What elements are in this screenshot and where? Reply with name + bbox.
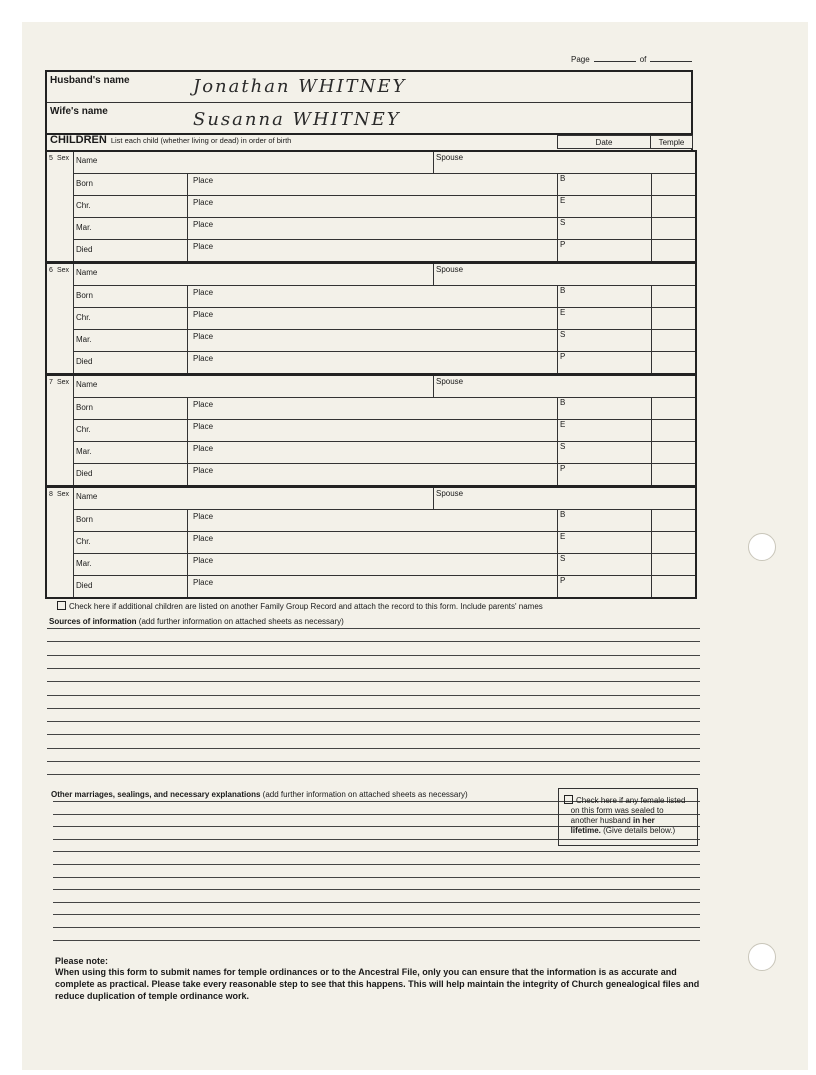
place-label: Place bbox=[193, 512, 214, 521]
event-label: Mar. bbox=[76, 559, 92, 568]
place-label: Place bbox=[193, 422, 214, 431]
ordinance-letter: S bbox=[560, 330, 566, 339]
event-row-died[interactable] bbox=[73, 351, 695, 373]
child-block bbox=[45, 486, 697, 599]
wife-name-value[interactable]: Susanna WHITNEY bbox=[193, 109, 401, 130]
child-number: 5 bbox=[49, 155, 53, 162]
ordinance-letter: P bbox=[560, 576, 566, 585]
place-label: Place bbox=[193, 242, 214, 251]
ordinance-letter: P bbox=[560, 240, 566, 249]
other-subtitle: (add further information on attached sheets as necessary) bbox=[262, 790, 468, 799]
place-label: Place bbox=[193, 534, 214, 543]
ordinance-letter: S bbox=[560, 442, 566, 451]
writing-line[interactable] bbox=[53, 889, 700, 890]
other-title bbox=[51, 790, 468, 799]
spouse-label: Spouse bbox=[436, 153, 464, 162]
writing-line[interactable] bbox=[47, 681, 700, 682]
event-label: Died bbox=[76, 245, 93, 254]
event-row-died[interactable] bbox=[73, 463, 695, 485]
writing-line[interactable] bbox=[53, 914, 700, 915]
event-row-mar[interactable] bbox=[73, 553, 695, 576]
child-name-row[interactable] bbox=[73, 264, 695, 286]
sex-cell[interactable] bbox=[47, 152, 74, 261]
writing-line[interactable] bbox=[53, 927, 700, 928]
sex-label: Sex bbox=[57, 267, 70, 274]
event-label: Died bbox=[76, 357, 93, 366]
husband-label: Husband's name bbox=[50, 75, 130, 86]
place-label: Place bbox=[193, 176, 214, 185]
event-label: Chr. bbox=[76, 201, 91, 210]
husband-row bbox=[47, 72, 691, 103]
event-label: Chr. bbox=[76, 537, 91, 546]
sex-label: Sex bbox=[57, 379, 70, 386]
checkbox[interactable] bbox=[57, 601, 66, 610]
child-number: 8 bbox=[49, 491, 53, 498]
sex-cell[interactable] bbox=[47, 264, 74, 373]
place-label: Place bbox=[193, 466, 214, 475]
child-block bbox=[45, 262, 697, 375]
writing-line[interactable] bbox=[47, 708, 700, 709]
writing-line[interactable] bbox=[47, 668, 700, 669]
additional-children-check[interactable] bbox=[57, 601, 543, 611]
place-label: Place bbox=[193, 556, 214, 565]
children-header bbox=[45, 131, 693, 150]
female-check-line4: (Give details below.) bbox=[603, 826, 676, 835]
note-title: Please note: bbox=[55, 956, 109, 966]
event-row-died[interactable] bbox=[73, 575, 695, 597]
writing-line[interactable] bbox=[47, 774, 700, 775]
checkbox[interactable] bbox=[564, 795, 573, 804]
event-row-born[interactable] bbox=[73, 397, 695, 420]
sex-cell[interactable] bbox=[47, 488, 74, 597]
female-check-line1: Check here if any female listed bbox=[576, 796, 686, 805]
punch-hole bbox=[748, 533, 776, 561]
event-label: Mar. bbox=[76, 335, 92, 344]
place-label: Place bbox=[193, 198, 214, 207]
place-label: Place bbox=[193, 354, 214, 363]
page-number-line bbox=[571, 55, 696, 64]
date-column-header: Date bbox=[557, 135, 651, 149]
female-check-line3-bold: in her bbox=[632, 816, 655, 825]
child-name-row[interactable] bbox=[73, 152, 695, 174]
child-name-row[interactable] bbox=[73, 376, 695, 398]
event-row-chr[interactable] bbox=[73, 419, 695, 442]
sources-label: Sources of information bbox=[49, 617, 137, 626]
event-label: Born bbox=[76, 291, 93, 300]
event-label: Died bbox=[76, 469, 93, 478]
writing-line[interactable] bbox=[47, 641, 700, 642]
place-label: Place bbox=[193, 288, 214, 297]
writing-line[interactable] bbox=[47, 628, 700, 629]
additional-children-label: Check here if additional children are listed on another Family Group Record and attach the record to this form. Include parents' names bbox=[69, 602, 543, 611]
other-label: Other marriages, sealings, and necessary explanations bbox=[51, 790, 261, 799]
ordinance-letter: E bbox=[560, 532, 566, 541]
writing-line[interactable] bbox=[53, 864, 700, 865]
page-label: Page bbox=[571, 55, 590, 64]
female-sealing-check[interactable] bbox=[558, 788, 698, 846]
child-number: 7 bbox=[49, 379, 53, 386]
writing-line[interactable] bbox=[47, 734, 700, 735]
place-label: Place bbox=[193, 400, 214, 409]
husband-name-value[interactable]: Jonathan WHITNEY bbox=[193, 76, 407, 97]
female-check-line4-bold: lifetime. bbox=[570, 826, 601, 835]
spouse-label: Spouse bbox=[436, 489, 464, 498]
ordinance-letter: B bbox=[560, 286, 566, 295]
event-row-chr[interactable] bbox=[73, 195, 695, 218]
female-check-line2: on this form was sealed to bbox=[570, 806, 664, 815]
ordinance-letter: B bbox=[560, 510, 566, 519]
child-block bbox=[45, 374, 697, 487]
female-check-line3: another husband bbox=[570, 816, 631, 825]
event-row-mar[interactable] bbox=[73, 217, 695, 240]
punch-hole bbox=[748, 943, 776, 971]
event-label: Born bbox=[76, 179, 93, 188]
children-subtitle: List each child (whether living or dead) in order of birth bbox=[110, 136, 292, 145]
sex-cell[interactable] bbox=[47, 376, 74, 485]
event-row-chr[interactable] bbox=[73, 307, 695, 330]
note-text: When using this form to submit names for temple ordinances or to the Ancestral File, only you can ensure that the information is as accurate and complete as practical. Please take every reasonable step to see that this happens. This will help maintain the integrity of Church genealogical files and reduce duplication of temple ordinance work. bbox=[55, 967, 700, 1001]
ordinance-letter: S bbox=[560, 554, 566, 563]
event-row-born[interactable] bbox=[73, 173, 695, 196]
ordinance-letter: P bbox=[560, 352, 566, 361]
event-label: Chr. bbox=[76, 313, 91, 322]
place-label: Place bbox=[193, 444, 214, 453]
writing-line[interactable] bbox=[53, 940, 700, 941]
ordinance-letter: E bbox=[560, 308, 566, 317]
writing-line[interactable] bbox=[47, 748, 700, 749]
sex-label: Sex bbox=[57, 155, 70, 162]
temple-column-header: Temple bbox=[650, 135, 693, 149]
place-label: Place bbox=[193, 310, 214, 319]
event-row-chr[interactable] bbox=[73, 531, 695, 554]
place-label: Place bbox=[193, 332, 214, 341]
children-title: CHILDREN bbox=[50, 134, 107, 146]
child-number: 6 bbox=[49, 267, 53, 274]
child-block bbox=[45, 150, 697, 263]
sources-title bbox=[49, 617, 344, 626]
parents-block bbox=[45, 70, 693, 135]
event-label: Mar. bbox=[76, 447, 92, 456]
event-row-born[interactable] bbox=[73, 285, 695, 308]
child-name-row[interactable] bbox=[73, 488, 695, 510]
name-label: Name bbox=[76, 268, 98, 277]
writing-line[interactable] bbox=[47, 761, 700, 762]
ordinance-letter: S bbox=[560, 218, 566, 227]
place-label: Place bbox=[193, 220, 214, 229]
ordinance-letter: B bbox=[560, 174, 566, 183]
event-row-mar[interactable] bbox=[73, 441, 695, 464]
sources-subtitle: (add further information on attached sheets as necessary) bbox=[138, 617, 344, 626]
ordinance-letter: E bbox=[560, 196, 566, 205]
name-label: Name bbox=[76, 156, 98, 165]
ordinance-letter: P bbox=[560, 464, 566, 473]
name-label: Name bbox=[76, 492, 98, 501]
sex-label: Sex bbox=[57, 491, 70, 498]
ordinance-letter: E bbox=[560, 420, 566, 429]
event-row-died[interactable] bbox=[73, 239, 695, 261]
event-label: Chr. bbox=[76, 425, 91, 434]
writing-line[interactable] bbox=[47, 695, 700, 696]
event-label: Mar. bbox=[76, 223, 92, 232]
writing-line[interactable] bbox=[53, 851, 700, 852]
name-label: Name bbox=[76, 380, 98, 389]
spouse-label: Spouse bbox=[436, 377, 464, 386]
event-label: Born bbox=[76, 403, 93, 412]
event-row-mar[interactable] bbox=[73, 329, 695, 352]
event-label: Born bbox=[76, 515, 93, 524]
place-label: Place bbox=[193, 578, 214, 587]
writing-line[interactable] bbox=[53, 877, 700, 878]
wife-row bbox=[47, 103, 691, 133]
wife-label: Wife's name bbox=[50, 106, 108, 117]
spouse-label: Spouse bbox=[436, 265, 464, 274]
ordinance-letter: B bbox=[560, 398, 566, 407]
writing-line[interactable] bbox=[47, 721, 700, 722]
event-label: Died bbox=[76, 581, 93, 590]
writing-line[interactable] bbox=[47, 655, 700, 656]
event-row-born[interactable] bbox=[73, 509, 695, 532]
writing-line[interactable] bbox=[53, 902, 700, 903]
of-label: of bbox=[639, 55, 647, 64]
